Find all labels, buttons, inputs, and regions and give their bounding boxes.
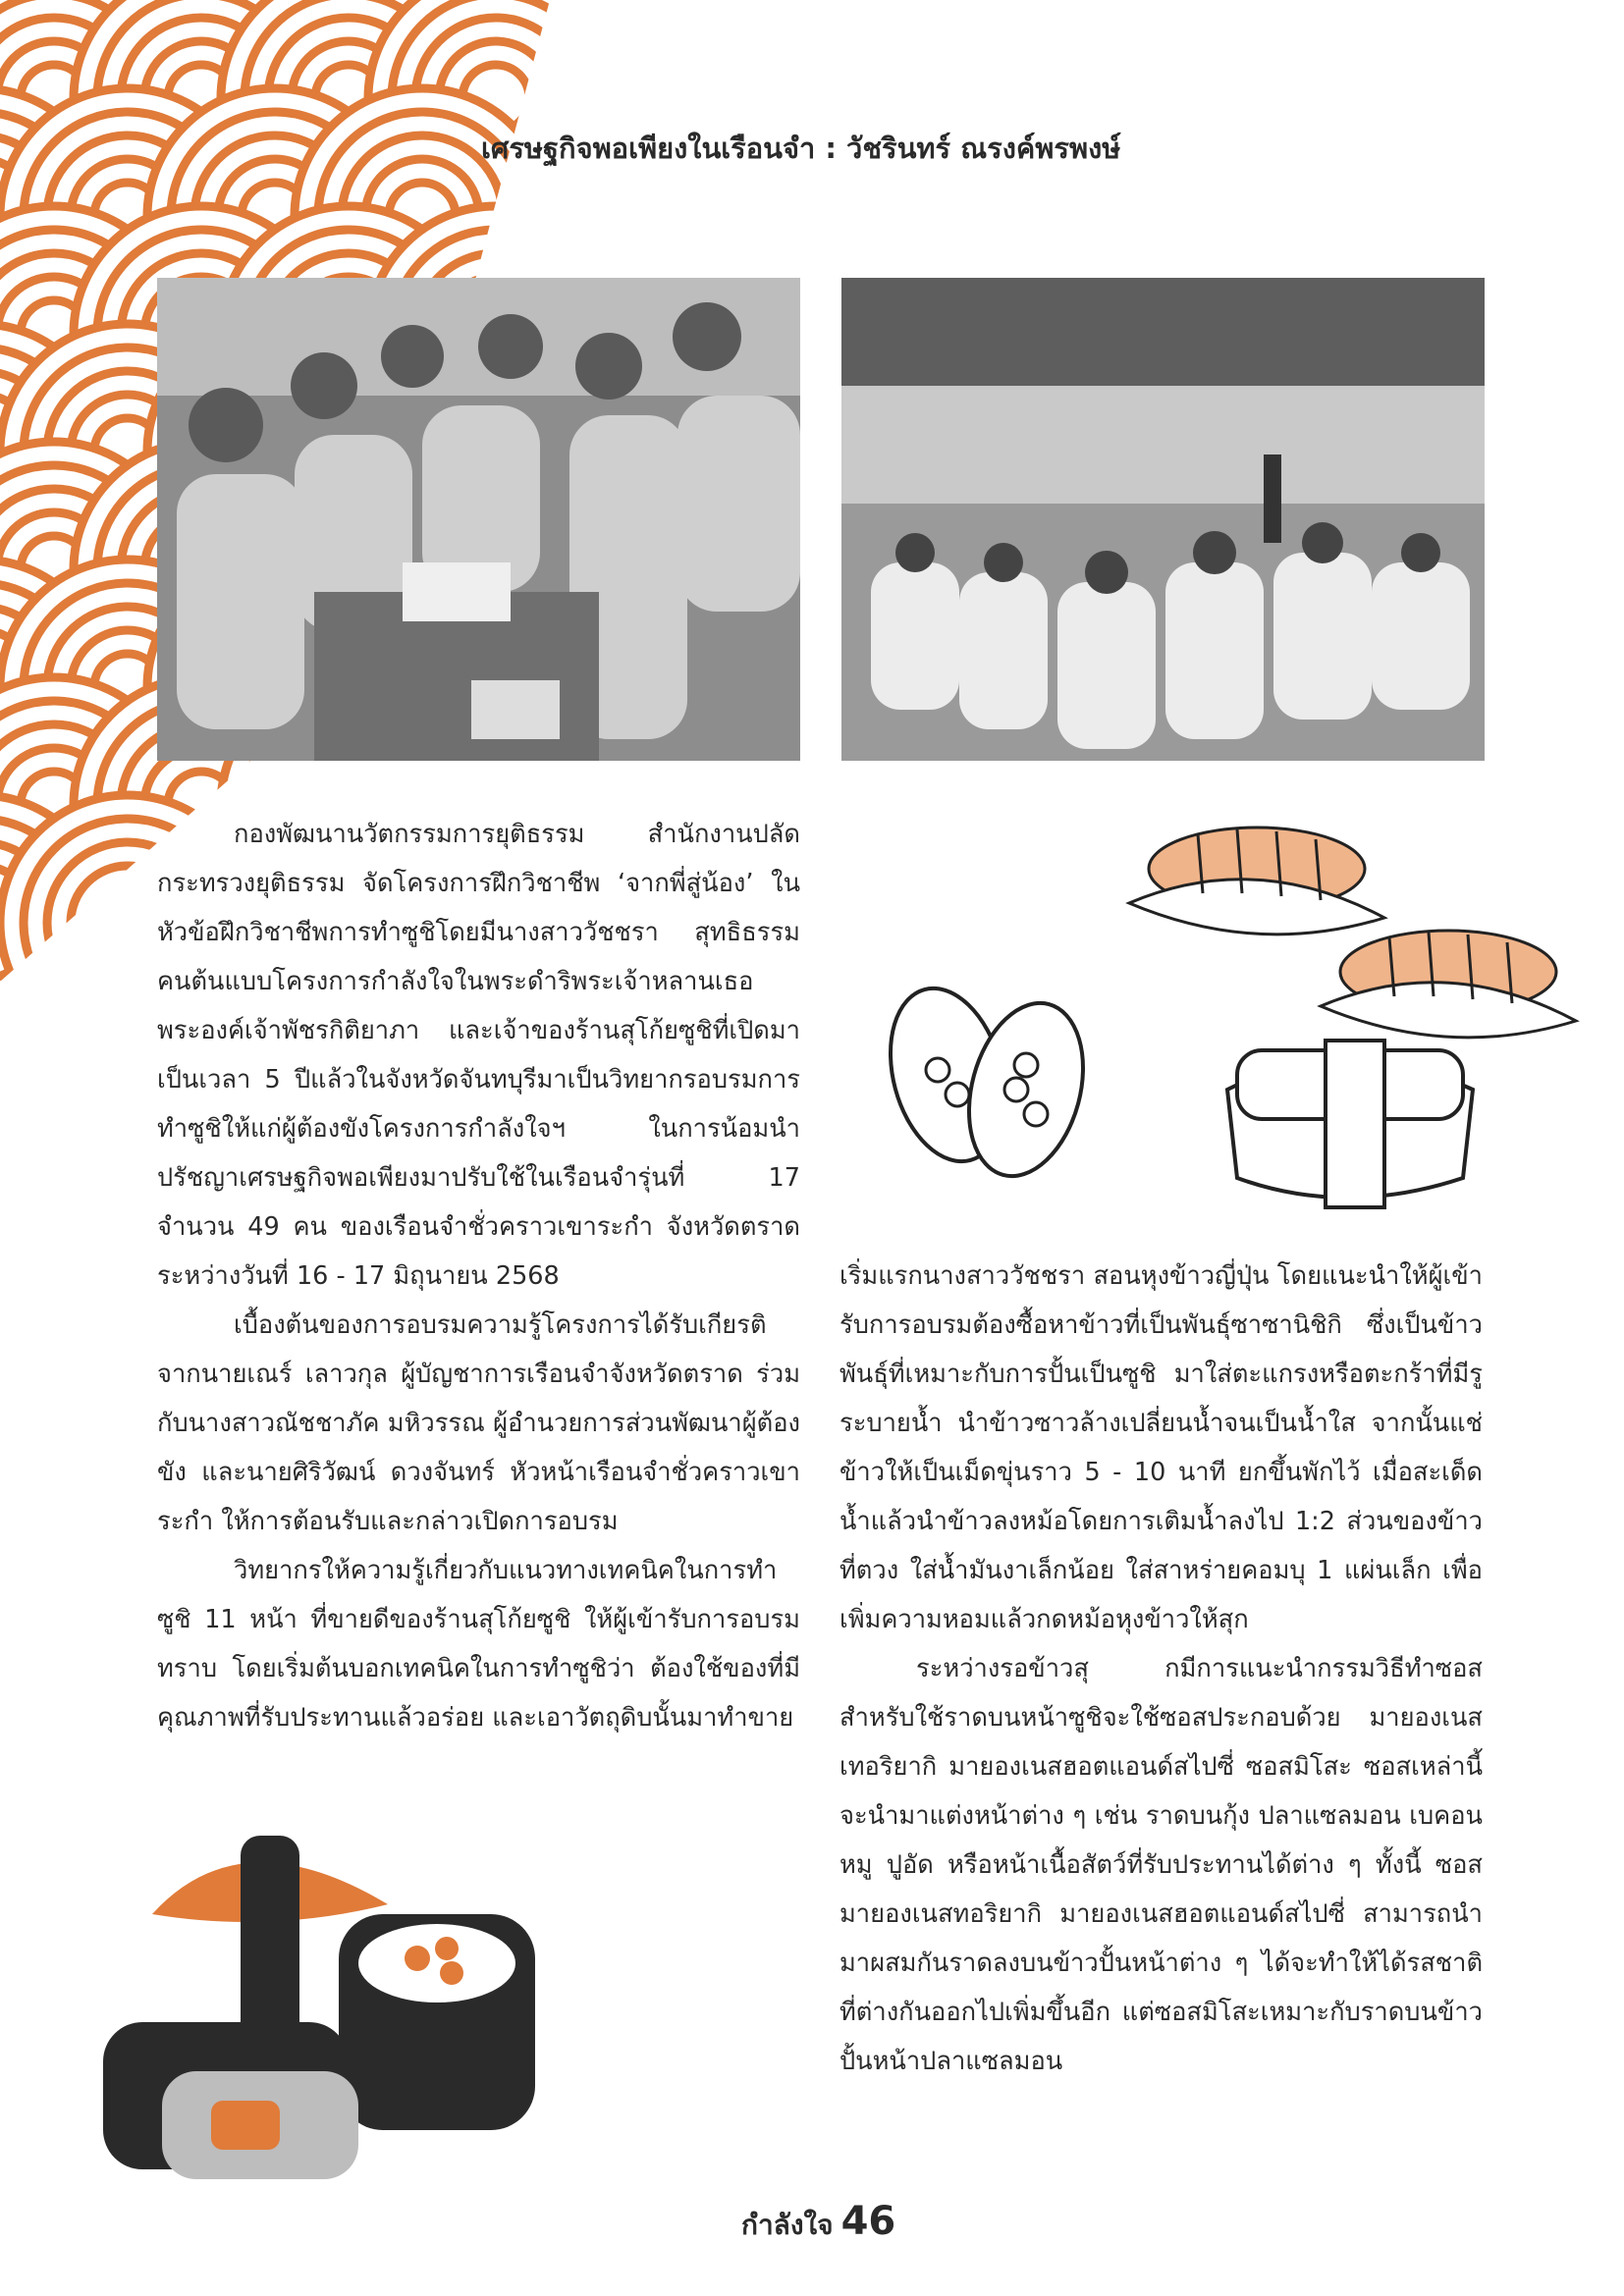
photo-sushi-training: [157, 278, 800, 761]
ikura-gunkan-icon: [879, 982, 1105, 1207]
magazine-name: กำลังใจ: [741, 2209, 834, 2241]
article-column-left: [157, 810, 800, 1742]
sushi-roll-icon: [93, 1826, 555, 2189]
photo-seated-trainees: [841, 278, 1485, 761]
page-header: เศรษฐกิจพอเพียงในเรือนจำ : วัชรินทร์ ณรงค์พรพงษ์: [481, 132, 1121, 165]
paragraph: ระหว่างรอข้าวสุ กมีการแนะนำกรรมวิธีทำซอสสำหรับใช้ราดบนหน้าซูชิจะใช้ซอสประกอบด้วย มายองเนสเทอริยากิ มายองเนสฮอตแอนด์สไปซี่ ซอสมิโสะ ซอสเหล่านี้จะนำมาแต่งหน้าต่าง ๆ เช่น ราดบนกุ้ง ปลาแซลมอน เบคอนหมู ปูอัด หรือหน้าเนื้อสัตว์ที่รับประทานได้ต่าง ๆ ทั้งนี้ ซอสมายองเนสทอริยากิ มายองเนสฮอตแอนด์สไปซี่ สามารถนำมาผสมกันราดลงบนข้าวปั้นหน้าต่าง ๆ ได้จะทำให้ได้รสชาติที่ต่างกันออกไปเพิ่มขึ้นอีก แต่ซอสมิโสะเหมาะกับราดบนข้าวปั้นหน้าปลาแซลมอน: [839, 1654, 1483, 2076]
paragraph: วิทยากรให้ความรู้เกี่ยวกับแนวทางเทคนิคในการทำซูชิ 11 หน้า ที่ขายดีของร้านสุโก้ยซูชิ ให้ผู้เข้ารับการอบรมทราบ โดยเริ่มต้นบอกเทคนิคในการทำซูชิว่า ต้องใช้ของที่มีคุณภาพที่รับประทานแล้วอร่อย และเอาวัตถุดิบนั้นมาทำขาย: [157, 1556, 800, 1733]
paragraph: เบื้องต้นของการอบรมความรู้โครงการได้รับเกียรติจากนายเณร์ เลาวกุล ผู้บัญชาการเรือนจำจังหวัดตราด ร่วมกับนางสาวณัชชาภัค มหิวรรณ ผู้อำนวยการส่วนพัฒนาผู้ต้องขัง และนายศิริวัฒน์ ดวงจันทร์ หัวหน้าเรือนจำชั่วคราวเขาระกำ ให้การต้อนรับและกล่าวเปิดการอบรม: [157, 1310, 800, 1536]
article-column-right: [839, 1252, 1483, 2086]
paragraph: กองพัฒนานวัตกรรมการยุติธรรม สำนักงานปลัดกระทรวงยุติธรรม จัดโครงการฝึกวิชาชีพ ‘จากพี่สู่น้อง’ ในหัวข้อฝึกวิชาชีพการทำซูชิโดยมีนางสาววัชชรา สุทธิธรรม คนต้นแบบโครงการกำลังใจในพระดำริพระเจ้าหลานเธอ พระองค์เจ้าพัชรกิติยาภา และเจ้าของร้านสุโก้ยซูชิที่เปิดมาเป็นเวลา 5 ปีแล้วในจังหวัดจันทบุรีมาเป็นวิทยากรอบรมการทำซูชิให้แก่ผู้ต้องขังโครงการกำลังใจฯ ในการน้อมนำปรัชญาเศรษฐกิจพอเพียงมาปรับใช้ในเรือนจำรุ่นที่ 17 จำนวน 49 คน ของเรือนจำชั่วคราวเขาระกำ จังหวัดตราด ระหว่างวันที่ 16 - 17 มิถุนายน 2568: [157, 820, 800, 1291]
page-footer: [741, 2199, 895, 2247]
tamago-sushi-icon: [1218, 1021, 1483, 1217]
paragraph: เริ่มแรกนางสาววัชชรา สอนหุงข้าวญี่ปุ่น โดยแนะนำให้ผู้เข้ารับการอบรมต้องซื้อหาข้าวที่เป็นพันธุ์ซาซานิชิกิ ซึ่งเป็นข้าวพันธุ์ที่เหมาะกับการปั้นเป็นซูชิ มาใส่ตะแกรงหรือตะกร้าที่มีรูระบายน้ำ นำข้าวซาวล้างเปลี่ยนน้ำจนเป็นน้ำใส จากนั้นแช่ข้าวให้เป็นเม็ดขุ่นราว 5 - 10 นาที ยกขึ้นพักไว้ เมื่อสะเด็ดน้ำแล้วนำข้าวลงหม้อโดยการเติมน้ำลงไป 1:2 ส่วนของข้าวที่ตวง ใส่น้ำมันงาเล็กน้อย ใส่สาหร่ายคอมบุ 1 แผ่นเล็ก เพื่อเพิ่มความหอมแล้วกดหม้อหุงข้าวให้สุก: [839, 1261, 1483, 1634]
page-number: 46: [840, 2199, 896, 2244]
